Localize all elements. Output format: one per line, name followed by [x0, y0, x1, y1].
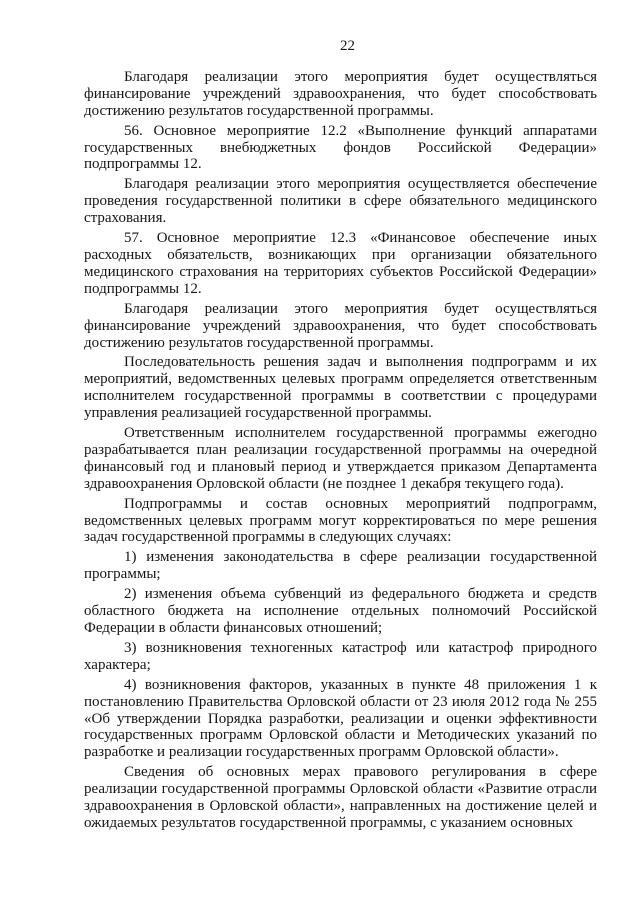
paragraph: Подпрограммы и состав основных мероприятий подпрограмм, ведомственных целевых программ могут корректироваться по мере решения задач государственной программы в следующих случаях:	[84, 495, 597, 546]
paragraph: 1) изменения законодательства в сфере реализации государственной программы;	[84, 549, 597, 583]
paragraph: Ответственным исполнителем государственной программы ежегодно разрабатывается план реализации государственной программы на очередной финансовый год и плановый период и утверждается приказом Департамента здравоохранения Орловской области (не позднее 1 декабря текущего года).	[84, 425, 597, 492]
page-number: 22	[340, 38, 355, 54]
paragraph: Сведения об основных мерах правового регулирования в сфере реализации государственной программы Орловской области «Развитие отрасли здравоохранения в Орловской области», направленных на достижение целей и ожидаемых результатов государственной программы, с указанием основных	[84, 764, 597, 831]
paragraph: 2) изменения объема субвенций из федерального бюджета и средств областного бюджета на исполнение отдельных полномочий Российской Федерации в области финансовых отношений;	[84, 586, 597, 636]
paragraph: 57. Основное мероприятие 12.3 «Финансовое обеспечение иных расходных обязательств, возникающих при организации обязательного медицинского страхования на территориях субъектов Российской Федерации» подпрограммы 12.	[84, 230, 597, 297]
paragraph: Благодаря реализации этого мероприятия будет осуществляться финансирование учреждений здравоохранения, что будет способствовать достижению результатов государственной программы.	[84, 68, 597, 119]
paragraph: 4) возникновения факторов, указанных в пункте 48 приложения 1 к постановлению Правительства Орловской области от 23 июля 2012 года № 255 «Об утверждении Порядка разработки, реализации и оценки эффективности государственных программ Орловской области и Методических указаний по разработке и реализации государственных программ Орловской области».	[84, 676, 597, 761]
paragraph: 56. Основное мероприятие 12.2 «Выполнение функций аппаратами государственных внебюджетных фондов Российской Федерации» подпрограммы 12.	[84, 122, 597, 173]
paragraph: 3) возникновения техногенных катастроф или катастроф природного характера;	[84, 639, 597, 673]
paragraph: Последовательность решения задач и выполнения подпрограмм и их мероприятий, ведомственных целевых программ определяется ответственным исполнителем государственной программы в соответствии с процедурами управления реализацией государственной программы.	[84, 354, 597, 422]
paragraph: Благодаря реализации этого мероприятия осуществляется обеспечение проведения государственной политики в сфере обязательного медицинского страхования.	[84, 176, 597, 227]
paragraph: Благодаря реализации этого мероприятия будет осуществляться финансирование учреждений здравоохранения, что будет способствовать достижению результатов государственной программы.	[84, 300, 597, 351]
